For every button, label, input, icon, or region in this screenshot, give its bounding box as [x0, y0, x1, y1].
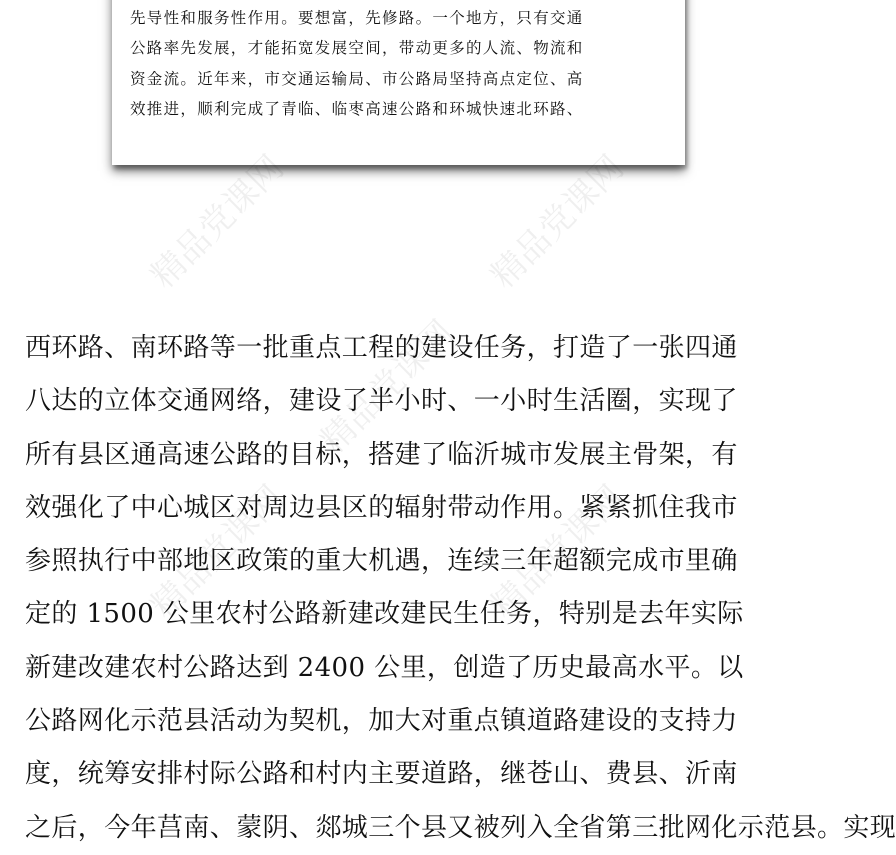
watermark: 精品党课网: [143, 147, 292, 297]
body-line: 参照执行中部地区政策的重大机遇，连续三年超额完成市里确: [25, 546, 738, 577]
body-line: 新建改建农村公路达到 2400 公里，创造了历史最高水平。以: [25, 652, 744, 683]
body-line: 所有县区通高速公路的目标，搭建了临沂城市发展主骨架，有: [25, 439, 738, 470]
excerpt-text: [130, 0, 670, 125]
body-line: 公路网化示范县活动为契机，加大对重点镇道路建设的支持力: [25, 706, 738, 737]
watermark: 精品党课网: [143, 477, 292, 627]
body-line: 效强化了中心城区对周边县区的辐射带动作用。紧紧抓住我市: [25, 492, 738, 523]
watermark: 精品党课网: [313, 312, 462, 462]
excerpt-line: 公路率先发展，才能拓宽发展空间，带动更多的人流、物流和: [130, 39, 584, 58]
excerpt-line: 先导性和服务性作用。要想富，先修路。一个地方，只有交通: [130, 8, 584, 27]
excerpt-line: 资金流。近年来，市交通运输局、市公路局坚持高点定位、高: [130, 69, 584, 88]
excerpt-card: [112, 0, 685, 165]
excerpt-line: 效推进，顺利完成了青临、临枣高速公路和环城快速北环路、: [130, 100, 584, 119]
body-line: 定的 1500 公里农村公路新建改建民生任务，特别是去年实际: [25, 599, 744, 630]
body-line: 西环路、南环路等一批重点工程的建设任务，打造了一张四通: [25, 333, 738, 363]
watermark: 精品党课网: [483, 147, 632, 297]
body-line: 度，统筹安排村际公路和村内主要道路，继苍山、费县、沂南: [25, 759, 738, 790]
body-line: 八达的立体交通网络，建设了半小时、一小时生活圈，实现了: [25, 386, 738, 417]
watermark: 精品党课网: [483, 477, 632, 627]
body-line: 之后，今年莒南、蒙阴、郯城三个县又被列入全省第三批网化示范县。实现: [25, 812, 896, 843]
body-text: [25, 322, 896, 855]
